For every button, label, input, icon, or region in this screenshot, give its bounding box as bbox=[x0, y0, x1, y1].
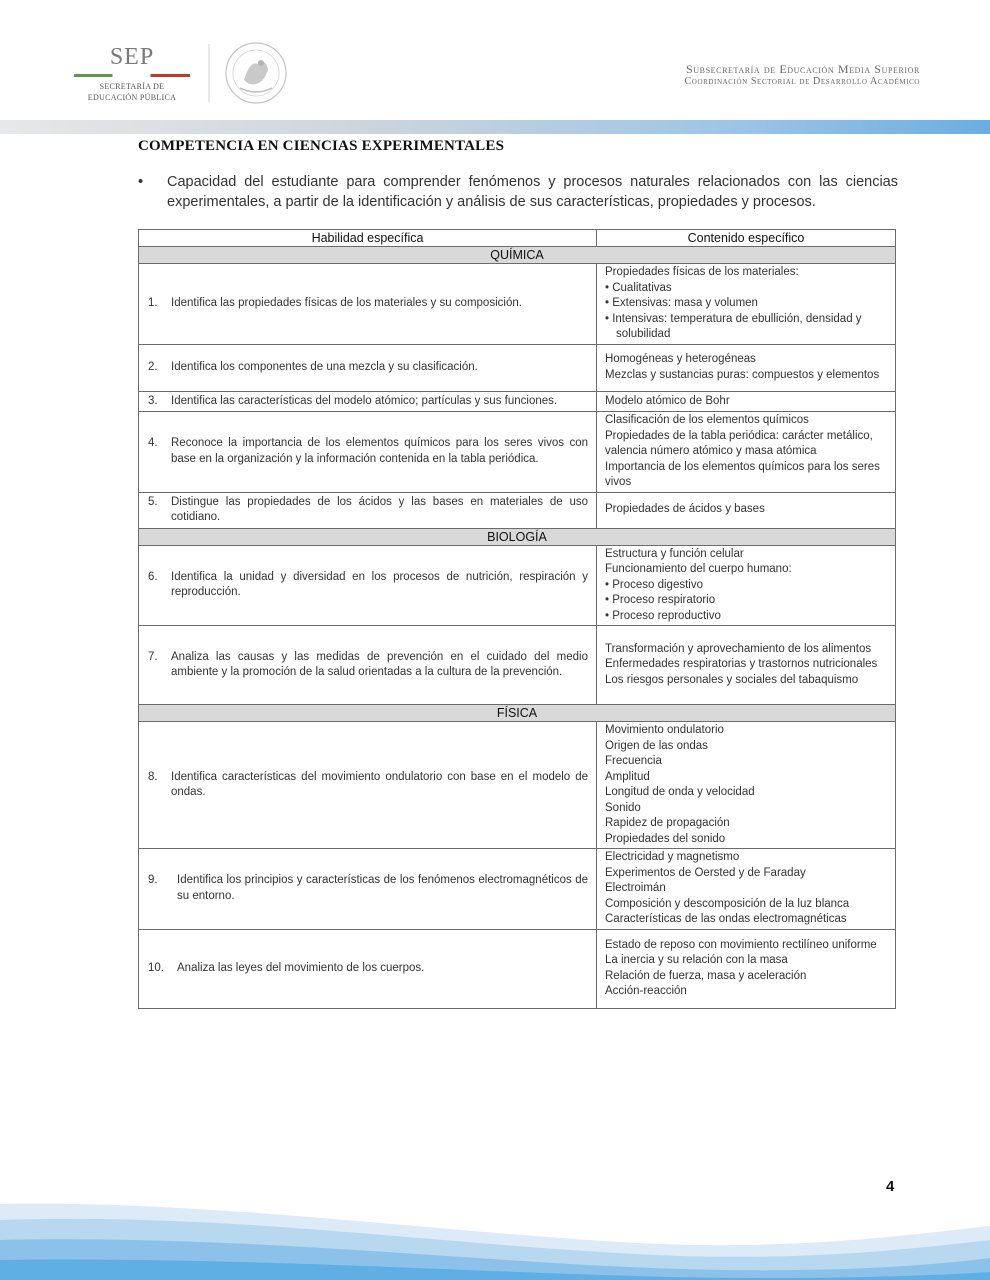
row-number: 1. bbox=[148, 297, 158, 309]
habilidad-text: Reconoce la importancia de los elementos químicos para los seres vivos con base en la organización y la información contenida en la tabla periódica. bbox=[171, 437, 588, 465]
habilidad-text: Identifica los principios y características de los fenómenos electromagnéticos de su entorno. bbox=[177, 874, 588, 902]
row-number: 4. bbox=[148, 437, 158, 450]
contenido-line: Clasificación de los elementos químicos bbox=[605, 414, 809, 426]
contenido-line: • Proceso respiratorio bbox=[605, 594, 716, 606]
contenido-line: La inercia y su relación con la masa bbox=[605, 954, 788, 966]
habilidad-text: Identifica características del movimiento ondulatorio con base en el modelo de ondas. bbox=[171, 770, 588, 798]
footer-waves bbox=[0, 1190, 990, 1280]
mexico-seal-icon bbox=[206, 40, 288, 106]
habilidad-text: Identifica las propiedades físicas de los materiales y su composición. bbox=[171, 297, 522, 309]
page-number: 4 bbox=[886, 1178, 895, 1195]
table-row bbox=[139, 849, 896, 930]
contenido-line: Sonido bbox=[605, 801, 641, 814]
contenido-line: Propiedades del sonido bbox=[605, 832, 726, 845]
page-title: COMPETENCIA EN CIENCIAS EXPERIMENTALES bbox=[138, 138, 505, 154]
contenido-line: Longitud de onda y velocidad bbox=[605, 786, 755, 798]
contenido-line: Transformación y aprovechamiento de los alimentos bbox=[605, 642, 872, 655]
habilidad-text: Identifica las características del modelo atómico; partículas y sus funciones. bbox=[171, 394, 558, 407]
contenido-line: Electricidad y magnetismo bbox=[605, 851, 740, 863]
contenido-line: Amplitud bbox=[605, 770, 650, 783]
sep-logo-sub-1: SECRETARÍA DE bbox=[99, 82, 165, 91]
contenido-line: • Extensivas: masa y volumen bbox=[605, 297, 758, 309]
habilidad-text: Identifica los componentes de una mezcla y su clasificación. bbox=[171, 360, 478, 373]
contenido-line: Movimiento ondulatorio bbox=[605, 724, 724, 736]
contenido-line: Acción-reacción bbox=[605, 985, 687, 997]
contenido-line: • Intensivas: temperatura de ebullición, densidad y bbox=[605, 312, 862, 325]
contenido-line: Composición y descomposición de la luz blanca bbox=[605, 897, 850, 910]
org-line-2: Coordinación Sectorial de Desarrollo Académico bbox=[684, 76, 920, 87]
contenido-line: Estado de reposo con movimiento rectilíneo uniforme bbox=[605, 938, 877, 951]
header-stripe bbox=[0, 120, 990, 134]
contenido-line: Mezclas y sustancias puras: compuestos y elementos bbox=[605, 368, 880, 381]
contenido-line: Rapidez de propagación bbox=[605, 817, 730, 829]
sep-logo-text: SEP bbox=[109, 44, 155, 70]
contenido-line: • Cualitativas bbox=[605, 281, 672, 294]
section-label: FÍSICA bbox=[139, 705, 896, 722]
row-number: 9. bbox=[148, 874, 158, 887]
row-number: 3. bbox=[148, 394, 158, 407]
contenido-line: Características de las ondas electromagnéticas bbox=[605, 913, 847, 925]
bullet-icon: • bbox=[138, 174, 144, 190]
contenido-line: • Proceso reproductivo bbox=[605, 609, 721, 622]
contenido-line: • Proceso digestivo bbox=[605, 578, 703, 591]
contenido-line: Homogéneas y heterogéneas bbox=[605, 353, 756, 365]
habilidad-text: Identifica la unidad y diversidad en los procesos de nutrición, respiración y reproducción. bbox=[171, 570, 588, 599]
table-row bbox=[139, 412, 896, 493]
row-number: 7. bbox=[148, 650, 158, 663]
row-number: 2. bbox=[148, 360, 158, 373]
contenido-line: Importancia de los elementos químicos para los seres vivos bbox=[605, 460, 880, 488]
contenido-line: Estructura y función celular bbox=[605, 547, 744, 560]
contenido-line: Modelo atómico de Bohr bbox=[605, 394, 730, 407]
table-row bbox=[139, 492, 896, 528]
sep-logo bbox=[72, 44, 192, 103]
contenido-line: solubilidad bbox=[616, 328, 671, 340]
contenido-line: Los riesgos personales y sociales del tabaquismo bbox=[605, 673, 859, 686]
table-row bbox=[139, 264, 896, 345]
table-row bbox=[139, 391, 896, 412]
sep-logo-sub-2: EDUCACIÓN PÚBLICA bbox=[87, 93, 177, 102]
table-row bbox=[139, 929, 896, 1008]
row-number: 10. bbox=[148, 961, 164, 974]
row-number: 6. bbox=[148, 570, 158, 583]
competency-text: Capacidad del estudiante para comprender fenómenos y procesos naturales relacionados con las ciencias experimentales, a partir de la identificación y análisis de sus características, propiedades y procesos. bbox=[167, 174, 898, 210]
table-header-row bbox=[139, 230, 896, 247]
habilidad-text: Analiza las leyes del movimiento de los cuerpos. bbox=[177, 961, 425, 974]
contenido-line: Propiedades físicas de los materiales: bbox=[605, 266, 799, 278]
contenido-line: Propiedades de ácidos y bases bbox=[605, 503, 765, 516]
table-row bbox=[139, 545, 896, 626]
section-row-fisica bbox=[139, 705, 896, 722]
row-number: 8. bbox=[148, 770, 158, 783]
row-number: 5. bbox=[148, 495, 158, 508]
column-header-contenido: Contenido específico bbox=[597, 230, 896, 247]
contenido-line: Funcionamiento del cuerpo humano: bbox=[605, 563, 792, 575]
org-header bbox=[685, 62, 920, 88]
contenido-line: Enfermedades respiratorias y trastornos nutricionales bbox=[605, 658, 878, 671]
contenido-line: Propiedades de la tabla periódica: carácter metálico, valencia número atómico y masa atómica bbox=[605, 429, 873, 457]
section-row-quimica bbox=[139, 247, 896, 264]
section-label: QUÍMICA bbox=[139, 247, 896, 264]
table-row bbox=[139, 626, 896, 705]
section-row-biologia bbox=[139, 528, 896, 545]
contenido-line: Experimentos de Oersted y de Faraday bbox=[605, 866, 806, 879]
table-row bbox=[139, 344, 896, 391]
section-label: BIOLOGÍA bbox=[139, 528, 896, 545]
table-row bbox=[139, 722, 896, 849]
competency-description bbox=[138, 172, 898, 212]
habilidad-text: Analiza las causas y las medidas de prevención en el cuidado del medio ambiente y la promoción de la salud orientadas a la cultura de la prevención. bbox=[171, 650, 588, 678]
sep-logo-bar bbox=[74, 74, 190, 77]
org-line-1: Subsecretaría de Educación Media Superior bbox=[686, 62, 920, 76]
contenido-line: Relación de fuerza, masa y aceleración bbox=[605, 969, 807, 982]
skills-table bbox=[138, 229, 896, 1009]
page-header bbox=[0, 0, 990, 120]
contenido-line: Electroimán bbox=[605, 882, 666, 894]
contenido-line: Origen de las ondas bbox=[605, 739, 708, 752]
contenido-line: Frecuencia bbox=[605, 755, 662, 767]
column-header-habilidad: Habilidad específica bbox=[139, 230, 597, 247]
habilidad-text: Distingue las propiedades de los ácidos y las bases en materiales de uso cotidiano. bbox=[171, 495, 588, 523]
